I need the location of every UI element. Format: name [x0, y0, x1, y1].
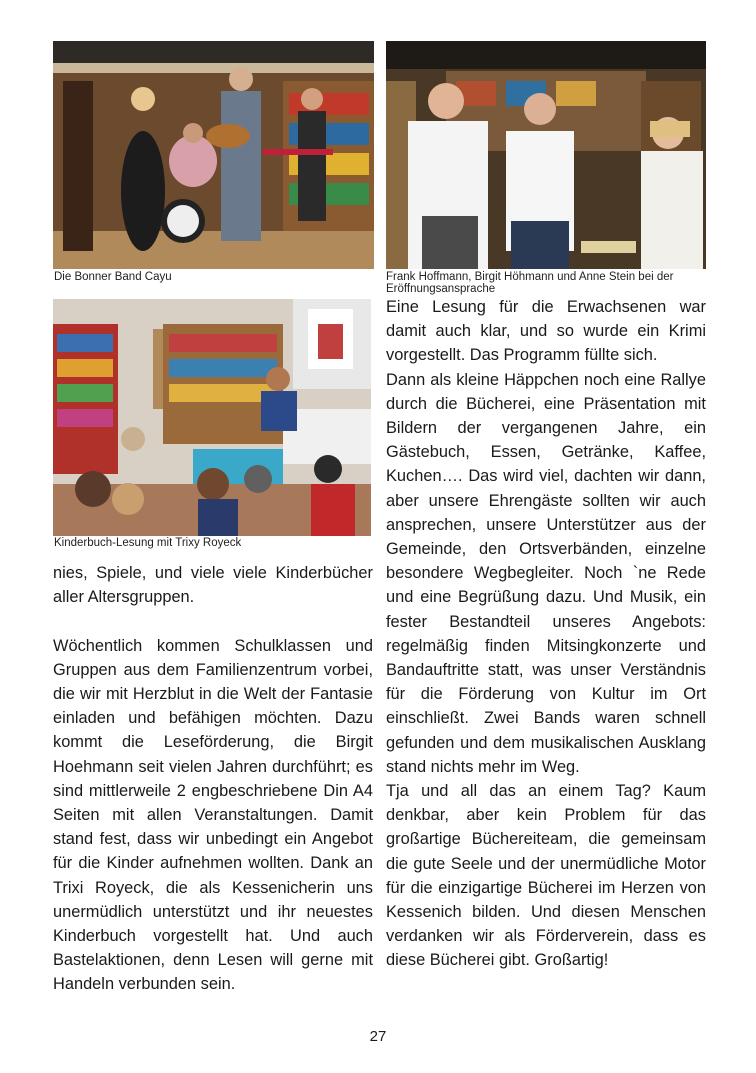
left-paragraph-1: nies, Spiele, und viele viele Kinderbücher aller Altersgruppen.: [53, 564, 373, 607]
right-text-column: [386, 295, 706, 973]
left-paragraph-2: Wöchentlich kommen Schulklassen und Gruppen aus dem Familienzentrum vorbei, die wir mit Herzblut in die Welt der Fantasie einladen und befähigen möchten. Dazu kommt die Leseförderung, die Birgit Hoehmann seit vielen Jahren durchführt; es sind mittlerweile 2 engbeschriebene Din A4 Seiten mit allen Veranstaltungen. Damit stand fest, dass wir unbedingt ein Angebot für die Kinder aufnehmen wollten. Dank an Trixi Royeck, die als Kessenicherin uns unermüdlich unterstützt und ihr neuestes Kinderbuch vorgestellt hat. Und auch Bastelaktionen, denn Lesen will gerne mit Handeln verbunden sein.: [53, 636, 373, 994]
band-photo-caption: Die Bonner Band Cayu: [54, 271, 172, 283]
page-number: 27: [369, 1028, 387, 1045]
right-paragraph-1: Eine Lesung für die Erwachsenen war damit auch klar, und so wurde ein Krimi vorgestellt. Das Programm füllte sich.: [386, 298, 706, 365]
speakers-photo: [386, 41, 706, 269]
band-photo: [53, 41, 374, 269]
right-paragraph-3: Tja und all das an einem Tag? Kaum denkbar, aber kein Problem für das großartige Büchereiteam, die gemeinsam die gute Seele und der unermüdliche Motor für die einzigartige Bücherei im Herzen von Kessenich bilden. Und diesen Menschen verdanken wir als Förderverein, dass es diese Bücherei gibt. Großartig!: [386, 782, 706, 970]
right-paragraph-2: Dann als kleine Häppchen noch eine Rallye durch die Bücherei, eine Präsentation mit Bildern der vergangenen Jahre, ein Gästebuch, Essen, Getränke, Kaffee, Kuchen…. Das wird viel, dachten wir dann, aber unsere Ehrengäste sollten wir auch ansprechen, unsere Unterstützer aus der Gemeinde, den Ortsverbänden, einzelne besondere Wegbegleiter. Noch `ne Rede und eine Begrüßung dazu. Und Musik, ein fester Bestandteil unseres Angebots: regelmäßig finden Mitsingkonzerte und Bandauftritte statt, was unser Verständnis für die Förderung von Kultur im Ort einschließt. Zwei Bands waren schnell gefunden und dem musikalischen Ausklang stand nichts mehr im Weg.: [386, 370, 706, 776]
speakers-photo-caption: Frank Hoffmann, Birgit Höhmann und Anne Stein bei der Eröffnungsansprache: [386, 271, 674, 295]
reading-photo-caption: Kinderbuch-Lesung mit Trixy Royeck: [54, 537, 242, 549]
left-text-column: [53, 561, 373, 997]
reading-photo: [53, 299, 371, 536]
